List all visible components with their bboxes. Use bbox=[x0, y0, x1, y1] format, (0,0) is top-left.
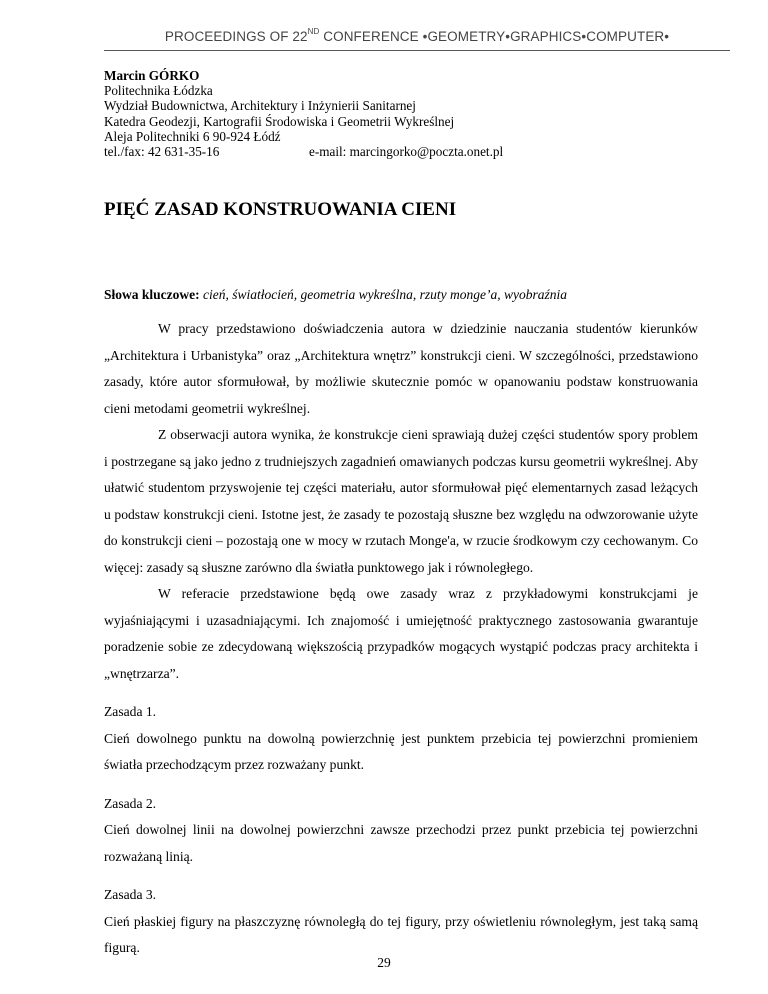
header-rule bbox=[104, 50, 730, 51]
zasada-2-heading: Zasada 2. bbox=[104, 795, 157, 811]
header-superscript: ND bbox=[307, 27, 320, 36]
page-number: 29 bbox=[377, 955, 391, 970]
paragraph-3: W referacie przedstawione będą owe zasady wraz z przykładowymi konstrukcjami je wyjaśniającymi i uzasadniającymi. Ich znajomość i umiejętność praktycznego zastosowania gwarantuje poradzenie sobie ze zdecydowaną większością przypadków mogących wystąpić podczas pracy architekta i „wnętrzarza”. bbox=[104, 586, 698, 681]
affiliation-university: Politechnika Łódzka bbox=[104, 83, 213, 99]
phone-fax: tel./fax: 42 631-35-16 bbox=[104, 144, 220, 160]
paper-title: PIĘĆ ZASAD KONSTRUOWANIA CIENI bbox=[104, 199, 457, 220]
author-name: Marcin GÓRKO bbox=[104, 68, 200, 83]
contact-line bbox=[104, 144, 504, 160]
header-text-pre: PROCEEDINGS OF 22 bbox=[164, 29, 308, 44]
paragraph-1: W pracy przedstawiono doświadczenia autora w dziedzinie nauczania studentów kierunków „Architektura i Urbanistyka” oraz „Architektura wnętrz” konstrukcji cieni. W szczególności, przedstawiono zasady, które autor sformułował, by możliwie skutecznie pomóc w opanowaniu podstaw konstruowania cieni metodami geometrii wykreślnej. bbox=[104, 321, 698, 416]
keywords-line bbox=[104, 287, 567, 303]
affiliation-department: Katedra Geodezji, Kartografii Środowiska i Geometrii Wykreślnej bbox=[104, 113, 455, 129]
zasada-3-text: Cień płaskiej figury na płaszczyznę równoległą do tej figury, przy oświetleniu równoległym, jest taką samą figurą. bbox=[104, 913, 698, 955]
keywords-text: cień, światłocień, geometria wykreślna, rzuty monge’a, wyobraźnia bbox=[203, 287, 567, 302]
running-header bbox=[104, 29, 730, 44]
keywords-label: Słowa kluczowe: bbox=[104, 287, 200, 302]
email-address: e-mail: marcingorko@poczta.onet.pl bbox=[309, 144, 504, 160]
affiliation-faculty: Wydział Budownictwa, Architektury i Inżynierii Sanitarnej bbox=[104, 98, 416, 114]
body-text bbox=[104, 316, 698, 962]
zasada-1-heading: Zasada 1. bbox=[104, 704, 157, 719]
author-block bbox=[104, 68, 504, 160]
header-text-post: CONFERENCE •GEOMETRY•GRAPHICS•COMPUTER• bbox=[319, 29, 670, 44]
zasada-3-heading: Zasada 3. bbox=[104, 887, 157, 902]
paragraph-2: Z obserwacji autora wynika, że konstrukcje cieni sprawiają dużej części studentów spory problem i postrzegane są jako jedno z trudniejszych zagadnień omawianych podczas kursu geometrii wykreślnej. Aby ułatwić studentom przyswojenie tej części materiału, autor sformułował pięć elementarnych zasad leżących u podstaw konstrukcji cieni. Istotne jest, że zasady te pozostają słuszne bez względu na odwzorowanie użyte do konstrukcji cieni – pozostają one w mocy w rzutach Monge'a, w rzucie środkowym czy cechowanym. Co więcej: zasady są słuszne zarówno dla światła punktowego jak i równoległego. bbox=[104, 427, 698, 575]
affiliation-address: Aleja Politechniki 6 90-924 Łódź bbox=[104, 128, 281, 144]
zasada-1-text: Cień dowolnego punktu na dowolną powierzchnię jest punktem przebicia tej powierzchni promieniem światła przechodzącym przez rozważany punkt. bbox=[104, 730, 698, 772]
zasada-2-text: Cień dowolnej linii na dowolnej powierzchni zawsze przechodzi przez punkt przebicia tej powierzchni rozważaną linią. bbox=[104, 822, 698, 864]
